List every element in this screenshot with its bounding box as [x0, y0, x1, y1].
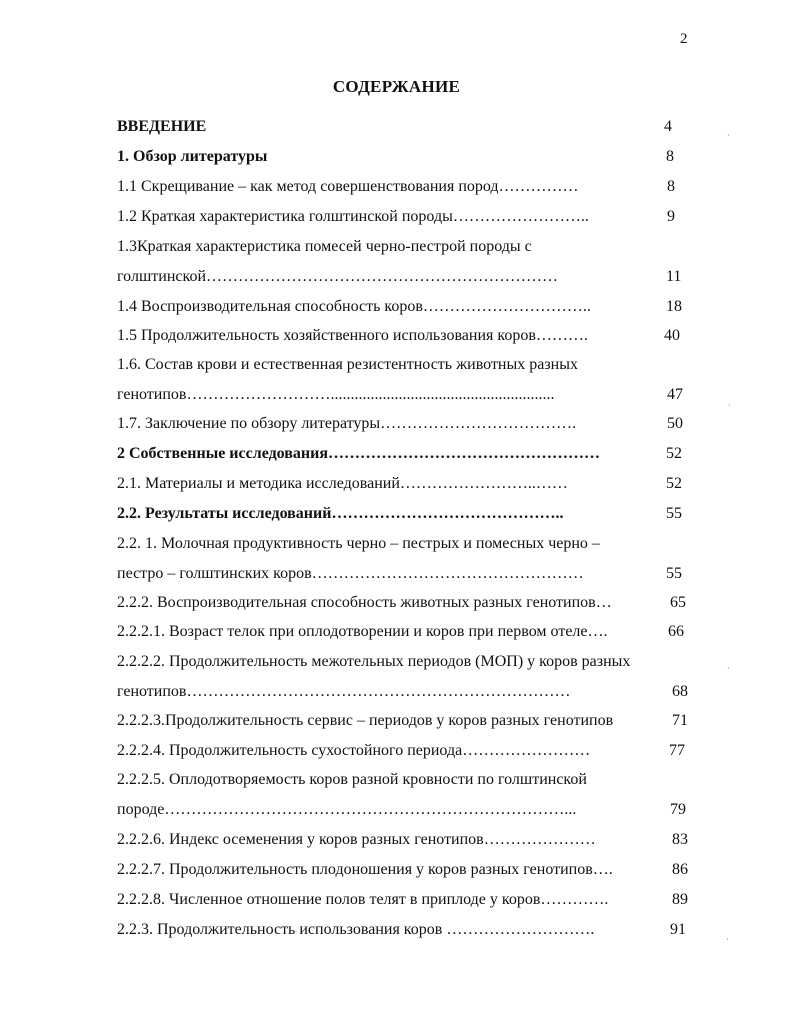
toc-entry-page: 50 [667, 415, 683, 432]
scan-speck: · [728, 401, 731, 410]
toc-entry-page: 65 [670, 594, 686, 611]
toc-entry-text: пестро – голштинских коров…………………………………………… [117, 565, 584, 582]
toc-entry-page: 47 [667, 386, 683, 403]
toc-entry-text: 2.2.2.2. Продолжительность межотельных периодов (МОП) у коров разных [117, 653, 631, 670]
toc-entry-page: 55 [666, 565, 682, 582]
toc-entry-page: 55 [666, 505, 682, 522]
toc-entry-text: породе…………………………………………………………………... [117, 801, 577, 818]
toc-entry-page: 89 [672, 891, 688, 908]
toc-entry-page: 79 [670, 801, 686, 818]
toc-entry-text: 1.7. Заключение по обзору литературы………………………………. [117, 415, 577, 432]
toc-entry-page: 11 [666, 268, 682, 285]
toc-entry-text: 2 Собственные исследования…………………………………………… [117, 445, 601, 462]
toc-entry-page: 91 [670, 921, 686, 938]
toc-entry-text: 1.5 Продолжительность хозяйственного использования коров………. [117, 327, 588, 344]
toc-entry-text: ВВЕДЕНИЕ [117, 118, 207, 135]
toc-entry-text: 2.2.2.3.Продолжительность сервис – периодов у коров разных генотипов [117, 712, 614, 729]
toc-entry-page: 52 [666, 445, 682, 462]
toc-entry-text: 1. Обзор литературы [117, 148, 268, 165]
toc-entry-page: 77 [669, 742, 685, 759]
toc-entry-text: 2.2.2.5. Оплодотворяемость коров разной кровности по голштинской [117, 771, 587, 788]
toc-entry-text: 1.6. Состав крови и естественная резистентность животных разных [117, 356, 578, 373]
page-number: 2 [680, 31, 688, 47]
toc-entry-text: 2.2.2.1. Возраст телок при оплодотворении и коров при первом отеле…. [117, 623, 608, 640]
toc-entry-page: 66 [668, 623, 684, 640]
toc-entry-page: 8 [667, 178, 675, 195]
toc-entry-page: 4 [664, 118, 672, 135]
toc-entry-text: генотипов………………………........................................................ [117, 386, 555, 403]
toc-entry-page: 71 [672, 712, 688, 729]
toc-entry-text: 2.2.2.4. Продолжительность сухостойного периода…………………… [117, 742, 591, 759]
toc-entry-text: 2.2.2. Воспроизводительная способность животных разных генотипов… [117, 594, 612, 611]
toc-entry-page: 8 [666, 148, 674, 165]
toc-entry-text: 2.2. 1. Молочная продуктивность черно – пестрых и помесных черно – [117, 535, 600, 552]
toc-entry-page: 86 [672, 861, 688, 878]
document-title: СОДЕРЖАНИЕ [332, 77, 461, 96]
toc-entry-text: 1.2 Краткая характеристика голштинской породы…………………….. [117, 208, 589, 225]
toc-entry-page: 18 [666, 298, 682, 315]
toc-entry-text: 2.2.2.6. Индекс осеменения у коров разных генотипов………………… [117, 831, 596, 848]
toc-entry-text: генотипов……………………………………………………………… [117, 683, 571, 700]
toc-entry-page: 40 [664, 327, 680, 344]
toc-entry-page: 9 [667, 208, 675, 225]
toc-entry-text: 2.2.2.7. Продолжительность плодоношения у коров разных генотипов…. [117, 861, 613, 878]
toc-entry-text: 1.4 Воспроизводительная способность коров………………………….. [117, 298, 591, 315]
toc-entry-text: 1.3Краткая характеристика помесей черно-пестрой породы с [117, 238, 532, 255]
toc-entry-text: 2.2.3. Продолжительность использования коров ………………………. [117, 921, 595, 938]
toc-entry-text: голштинской………………………………………………………… [117, 268, 558, 285]
toc-entry-text: 2.1. Материалы и методика исследований……………………..…… [117, 475, 568, 492]
scan-speck: · [726, 935, 729, 944]
toc-entry-text: 2.2.2.8. Численное отношение полов телят в приплоде у коров…………. [117, 891, 609, 908]
toc-entry-page: 83 [672, 831, 688, 848]
scan-speck: · [727, 664, 730, 673]
toc-entry-text: 2.2. Результаты исследований…………………………………….. [117, 505, 564, 522]
scan-speck: · [727, 131, 730, 140]
toc-entry-page: 52 [666, 475, 682, 492]
toc-entry-text: 1.1 Скрещивание – как метод совершенствования пород…………… [117, 178, 579, 195]
toc-entry-page: 68 [672, 683, 688, 700]
